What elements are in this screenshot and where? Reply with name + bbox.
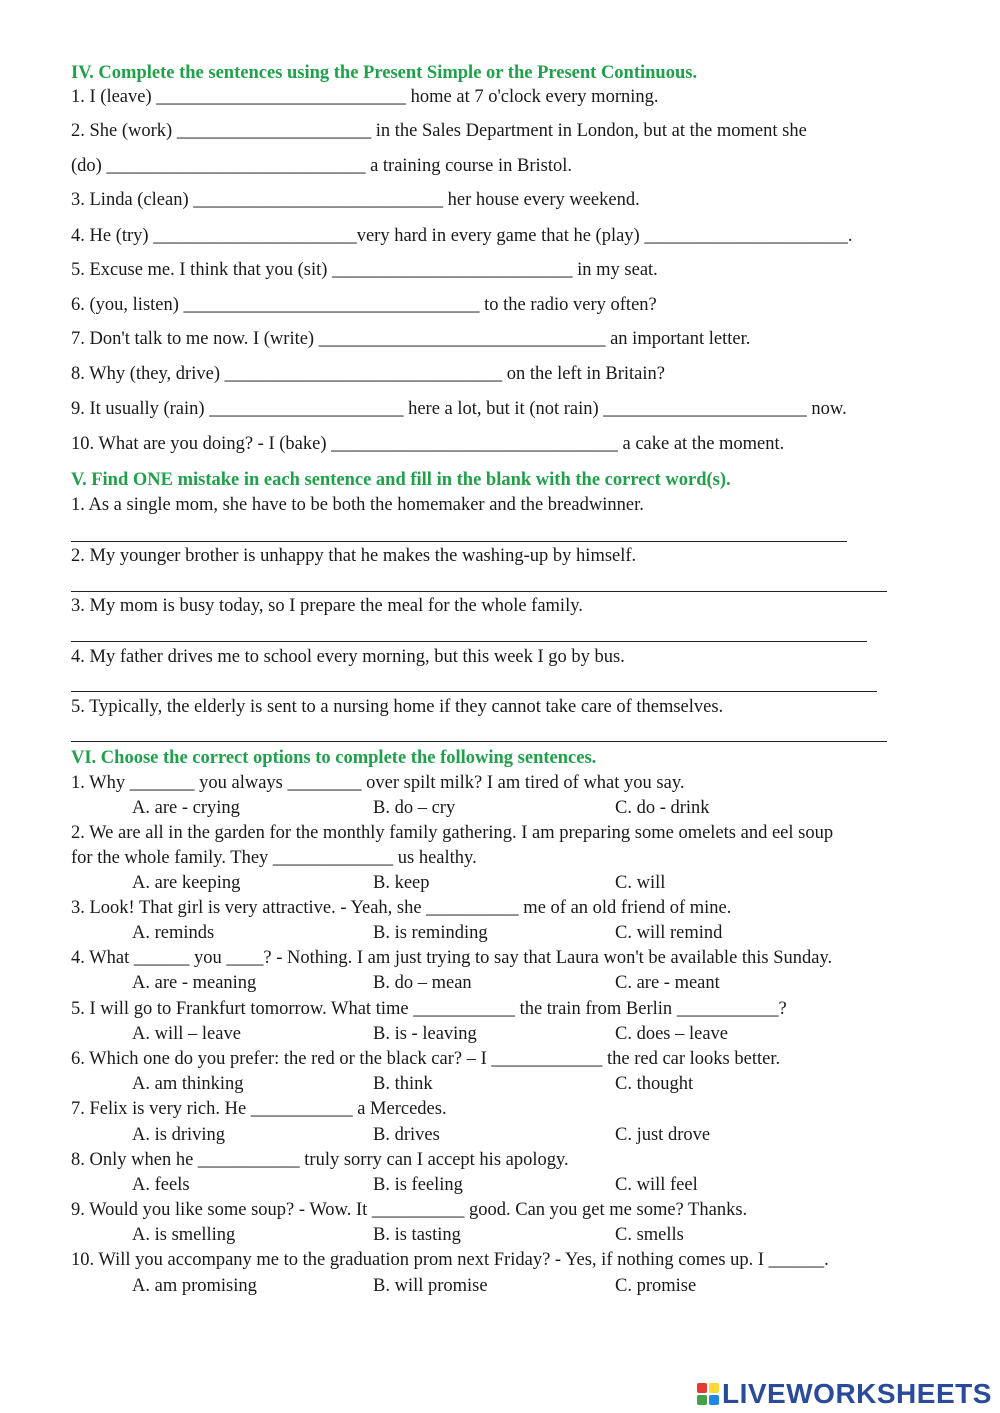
option-b[interactable]: B. is reminding (373, 923, 488, 943)
logo-text: LIVEWORKSHEETS (722, 1378, 992, 1409)
option-c[interactable]: C. smells (615, 1225, 684, 1245)
option-a[interactable]: A. am promising (132, 1276, 257, 1296)
s4-line: (do) ____________________________ a training course in Bristol. (71, 156, 572, 176)
option-b[interactable]: B. is - leaving (373, 1024, 477, 1044)
option-c[interactable]: C. just drove (615, 1125, 711, 1145)
section-4-heading: IV. Complete the sentences using the Present Simple or the Present Continuous. (71, 63, 698, 83)
section-6-heading: VI. Choose the correct options to complete the following sentences. (71, 748, 597, 768)
s4-line: 5. Excuse me. I think that you (sit) __________________________ in my seat. (71, 260, 658, 280)
s4-line: 1. I (leave) ___________________________ home at 7 o'clock every morning. (71, 87, 659, 107)
option-c[interactable]: C. does – leave (615, 1024, 729, 1044)
option-a[interactable]: A. is smelling (132, 1225, 236, 1245)
s6-question: 6. Which one do you prefer: the red or the black car? – I ____________ the red car looks better. (71, 1049, 781, 1069)
section-5-heading: V. Find ONE mistake in each sentence and fill in the blank with the correct word(s). (71, 470, 731, 490)
s6-question: 4. What ______ you ____? - Nothing. I am just trying to say that Laura won't be available this Sunday. (71, 948, 833, 968)
option-c[interactable]: C. will (615, 873, 666, 893)
s6-question: 8. Only when he ___________ truly sorry can I accept his apology. (71, 1150, 569, 1170)
s4-line: 6. (you, listen) ________________________________ to the radio very often? (71, 295, 657, 315)
s6-question: 5. I will go to Frankfurt tomorrow. What time ___________ the train from Berlin ___________? (71, 999, 787, 1019)
s6-question: 1. Why _______ you always ________ over spilt milk? I am tired of what you say. (71, 773, 685, 793)
option-c[interactable]: C. will feel (615, 1175, 698, 1195)
option-a[interactable]: A. feels (132, 1175, 190, 1195)
s6-question: 7. Felix is very rich. He ___________ a Mercedes. (71, 1099, 447, 1119)
s6-question: 10. Will you accompany me to the graduation prom next Friday? - Yes, if nothing comes up. I ______. (71, 1250, 829, 1270)
option-c[interactable]: C. thought (615, 1074, 694, 1094)
option-b[interactable]: B. will promise (373, 1276, 488, 1296)
option-b[interactable]: B. do – cry (373, 798, 456, 818)
option-b[interactable]: B. drives (373, 1125, 440, 1145)
option-a[interactable]: A. is driving (132, 1125, 226, 1145)
option-b[interactable]: B. is tasting (373, 1225, 461, 1245)
option-c[interactable]: C. will remind (615, 923, 723, 943)
s5-item: 5. Typically, the elderly is sent to a nursing home if they cannot take care of themselves. (71, 697, 724, 717)
option-a[interactable]: A. are - crying (132, 798, 240, 818)
option-b[interactable]: B. keep (373, 873, 430, 893)
option-a[interactable]: A. are keeping (132, 873, 241, 893)
s4-line: 8. Why (they, drive) ______________________________ on the left in Britain? (71, 364, 665, 384)
option-a[interactable]: A. are - meaning (132, 973, 257, 993)
answer-line[interactable] (71, 741, 887, 742)
s6-question: 9. Would you like some soup? - Wow. It __________ good. Can you get me some? Thanks. (71, 1200, 748, 1220)
option-b[interactable]: B. do – mean (373, 973, 472, 993)
option-c[interactable]: C. promise (615, 1276, 697, 1296)
s5-item: 2. My younger brother is unhappy that he makes the washing-up by himself. (71, 546, 637, 566)
s4-line: 3. Linda (clean) ___________________________ her house every weekend. (71, 190, 640, 210)
option-b[interactable]: B. think (373, 1074, 433, 1094)
option-b[interactable]: B. is feeling (373, 1175, 463, 1195)
s5-item: 3. My mom is busy today, so I prepare the meal for the whole family. (71, 596, 583, 616)
option-a[interactable]: A. am thinking (132, 1074, 244, 1094)
s5-item: 1. As a single mom, she have to be both the homemaker and the breadwinner. (71, 495, 644, 515)
s4-line: 2. She (work) _____________________ in the Sales Department in London, but at the moment she (71, 121, 807, 141)
option-a[interactable]: A. reminds (132, 923, 215, 943)
s6-question: for the whole family. They _____________ us healthy. (71, 848, 477, 868)
option-c[interactable]: C. do - drink (615, 798, 710, 818)
option-a[interactable]: A. will – leave (132, 1024, 241, 1044)
liveworksheets-logo[interactable] (697, 1380, 992, 1408)
liveworksheets-logo-icon (697, 1383, 719, 1405)
s4-line: 4. He (try) ______________________very hard in every game that he (play) ______________________. (71, 226, 853, 246)
s5-item: 4. My father drives me to school every morning, but this week I go by bus. (71, 647, 625, 667)
s4-line: 7. Don't talk to me now. I (write) _______________________________ an important letter. (71, 329, 751, 349)
s4-line: 10. What are you doing? - I (bake) _______________________________ a cake at the moment. (71, 434, 785, 454)
s6-question: 3. Look! That girl is very attractive. - Yeah, she __________ me of an old friend of mine. (71, 898, 732, 918)
answer-line[interactable] (71, 541, 847, 542)
s4-line: 9. It usually (rain) _____________________ here a lot, but it (not rain) ______________________ now. (71, 399, 847, 419)
answer-line[interactable] (71, 641, 867, 642)
answer-line[interactable] (71, 691, 877, 692)
answer-line[interactable] (71, 591, 887, 592)
option-c[interactable]: C. are - meant (615, 973, 720, 993)
s6-question: 2. We are all in the garden for the monthly family gathering. I am preparing some omelets and eel soup (71, 823, 834, 843)
